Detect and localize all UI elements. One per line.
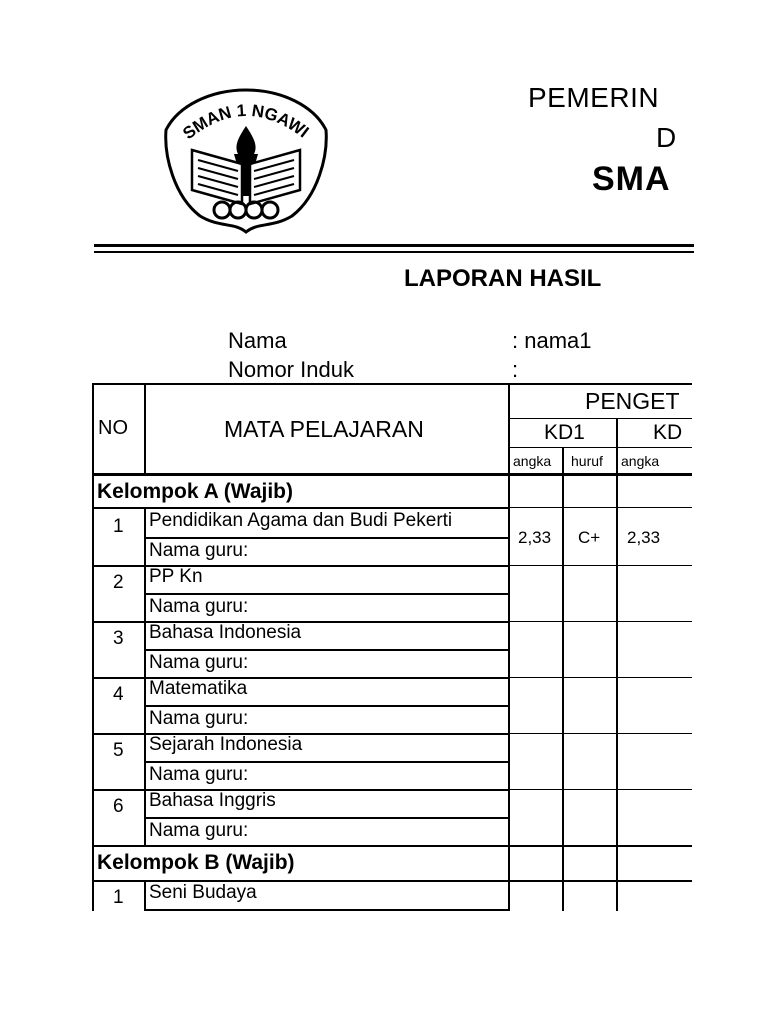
- header-line-1: PEMERIN: [528, 82, 660, 113]
- row-no: 1: [113, 887, 124, 908]
- logo-text: SMAN 1 NGAWI: [179, 100, 313, 144]
- sub-huruf-1: huruf: [571, 453, 603, 469]
- col-subject-header: MATA PELAJARAN: [224, 416, 424, 442]
- name-label: Nama: [228, 328, 287, 353]
- report-title: LAPORAN HASIL: [404, 265, 602, 292]
- teacher-label: Nama guru:: [149, 708, 249, 729]
- row-no: 6: [113, 796, 124, 817]
- row-no: 4: [113, 684, 124, 705]
- teacher-label: Nama guru:: [149, 652, 249, 673]
- nis-label: Nomor Induk: [228, 357, 354, 382]
- nis-value: :: [512, 357, 519, 382]
- header-line-2: D: [656, 122, 677, 153]
- name-value: : nama1: [512, 328, 592, 353]
- col-kd1-header: KD1: [544, 421, 585, 444]
- teacher-label: Nama guru:: [149, 596, 249, 617]
- kd1-angka-value: 2,33: [518, 528, 552, 547]
- col-no-header: NO: [98, 417, 128, 439]
- col-knowledge-header: PENGET: [585, 388, 680, 414]
- row-no: 3: [113, 628, 124, 649]
- row-no: 1: [113, 516, 124, 537]
- teacher-label: Nama guru:: [149, 540, 249, 561]
- group-b-label: Kelompok B (Wajib): [97, 851, 295, 874]
- subject-name: Bahasa Indonesia: [149, 622, 302, 643]
- teacher-label: Nama guru:: [149, 764, 249, 785]
- subject-name: Sejarah Indonesia: [149, 734, 303, 755]
- sub-angka-2: angka: [621, 453, 660, 469]
- row-no: 2: [113, 572, 124, 593]
- group-a-label: Kelompok A (Wajib): [97, 480, 293, 503]
- sub-angka-1: angka: [513, 453, 552, 469]
- subject-name: Bahasa Inggris: [149, 790, 276, 811]
- teacher-label: Nama guru:: [149, 820, 249, 841]
- row-no: 5: [113, 740, 124, 761]
- col-kd2-header: KD: [653, 421, 683, 444]
- header-rule-bottom: [94, 251, 694, 253]
- kd2-angka-value: 2,33: [627, 528, 661, 547]
- subject-name: Pendidikan Agama dan Budi Pekerti: [149, 510, 453, 531]
- header-rule-top: [94, 244, 694, 247]
- kd1-huruf-value: C+: [578, 528, 601, 547]
- subject-name: PP Kn: [149, 566, 203, 587]
- subject-name: Matematika: [149, 678, 248, 699]
- header-school-name: SMA: [592, 160, 671, 198]
- subject-name: Seni Budaya: [149, 882, 257, 903]
